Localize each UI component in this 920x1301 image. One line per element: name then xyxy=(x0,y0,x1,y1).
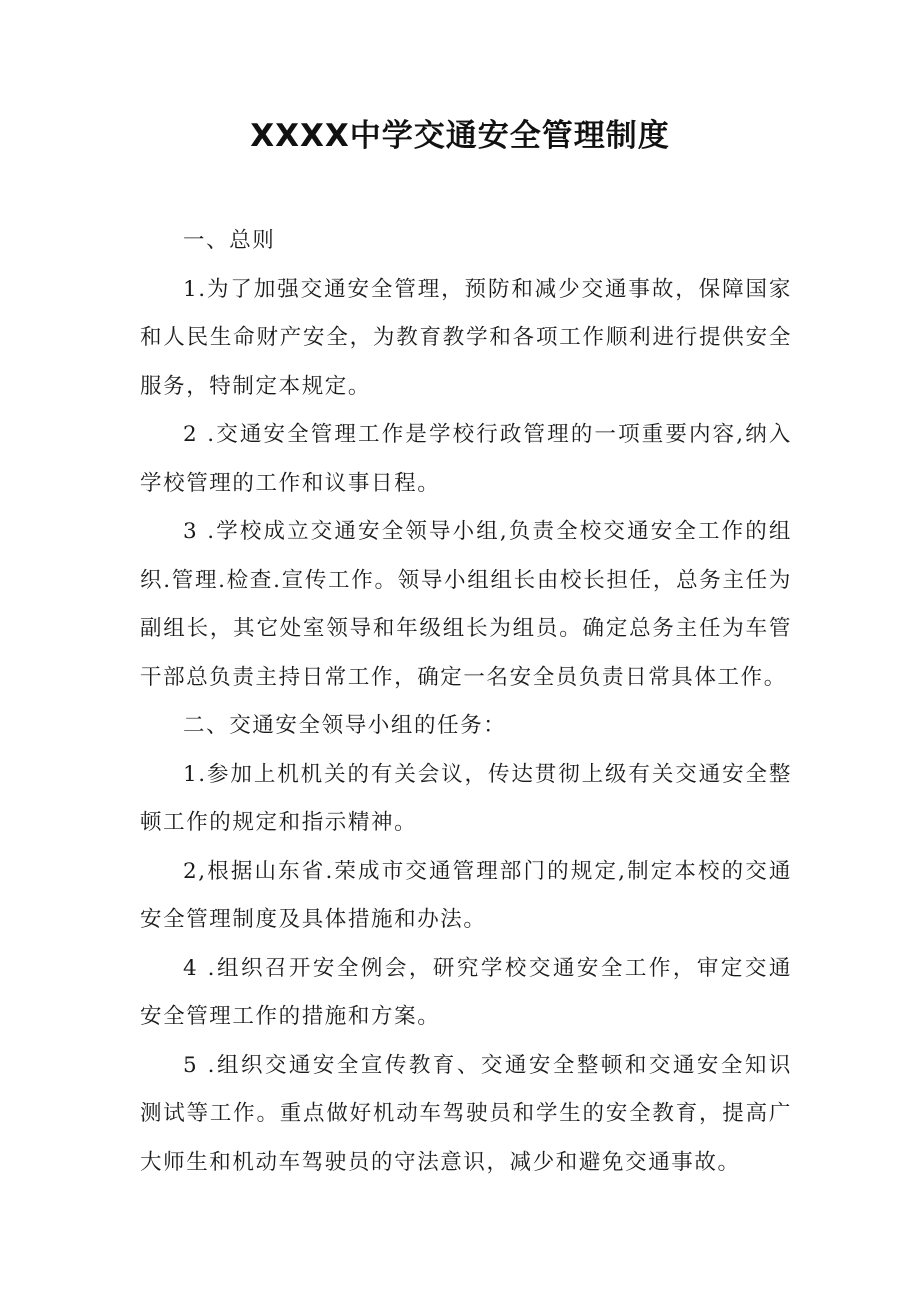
document-body xyxy=(140,217,792,1187)
paragraph-2: 2 .交通安全管理工作是学校行政管理的一项重要内容,纳入学校管理的工作和议事日程。 xyxy=(140,422,792,496)
task-paragraph-5: 5 .组织交通安全宣传教育、交通安全整顿和交通安全知识测试等工作。重点做好机动车驾驶员和学生的安全教育，提高广大师生和机动车驾驶员的守法意识，减少和避免交通事故。 xyxy=(140,1052,792,1175)
section-heading-general: 一、总则 xyxy=(183,228,276,253)
section-heading-tasks: 二、交通安全领导小组的任务： xyxy=(183,713,507,738)
paragraph-3: 3 .学校成立交通安全领导小组,负责全校交通安全工作的组织.管理.检查.宣传工作。领导小组组长由校长担任，总务主任为副组长，其它处室领导和年级组长为组员。确定总务主任为车管干部总负责主持日常工作，确定一名安全员负责日常具体工作。 xyxy=(140,519,792,690)
task-paragraph-2: 2,根据山东省.荣成市交通管理部门的规定,制定本校的交通安全管理制度及具体措施和办法。 xyxy=(140,858,792,932)
document-title: XXXX中学交通安全管理制度 xyxy=(250,118,670,154)
paragraph-1: 1.为了加强交通安全管理，预防和减少交通事故，保障国家和人民生命财产安全，为教育教学和各项工作顺利进行提供安全服务，特制定本规定。 xyxy=(140,276,792,399)
task-paragraph-1: 1.参加上机机关的有关会议，传达贯彻上级有关交通安全整顿工作的规定和指示精神。 xyxy=(140,761,792,835)
task-paragraph-4: 4 .组织召开安全例会，研究学校交通安全工作，审定交通安全管理工作的措施和方案。 xyxy=(140,955,792,1029)
